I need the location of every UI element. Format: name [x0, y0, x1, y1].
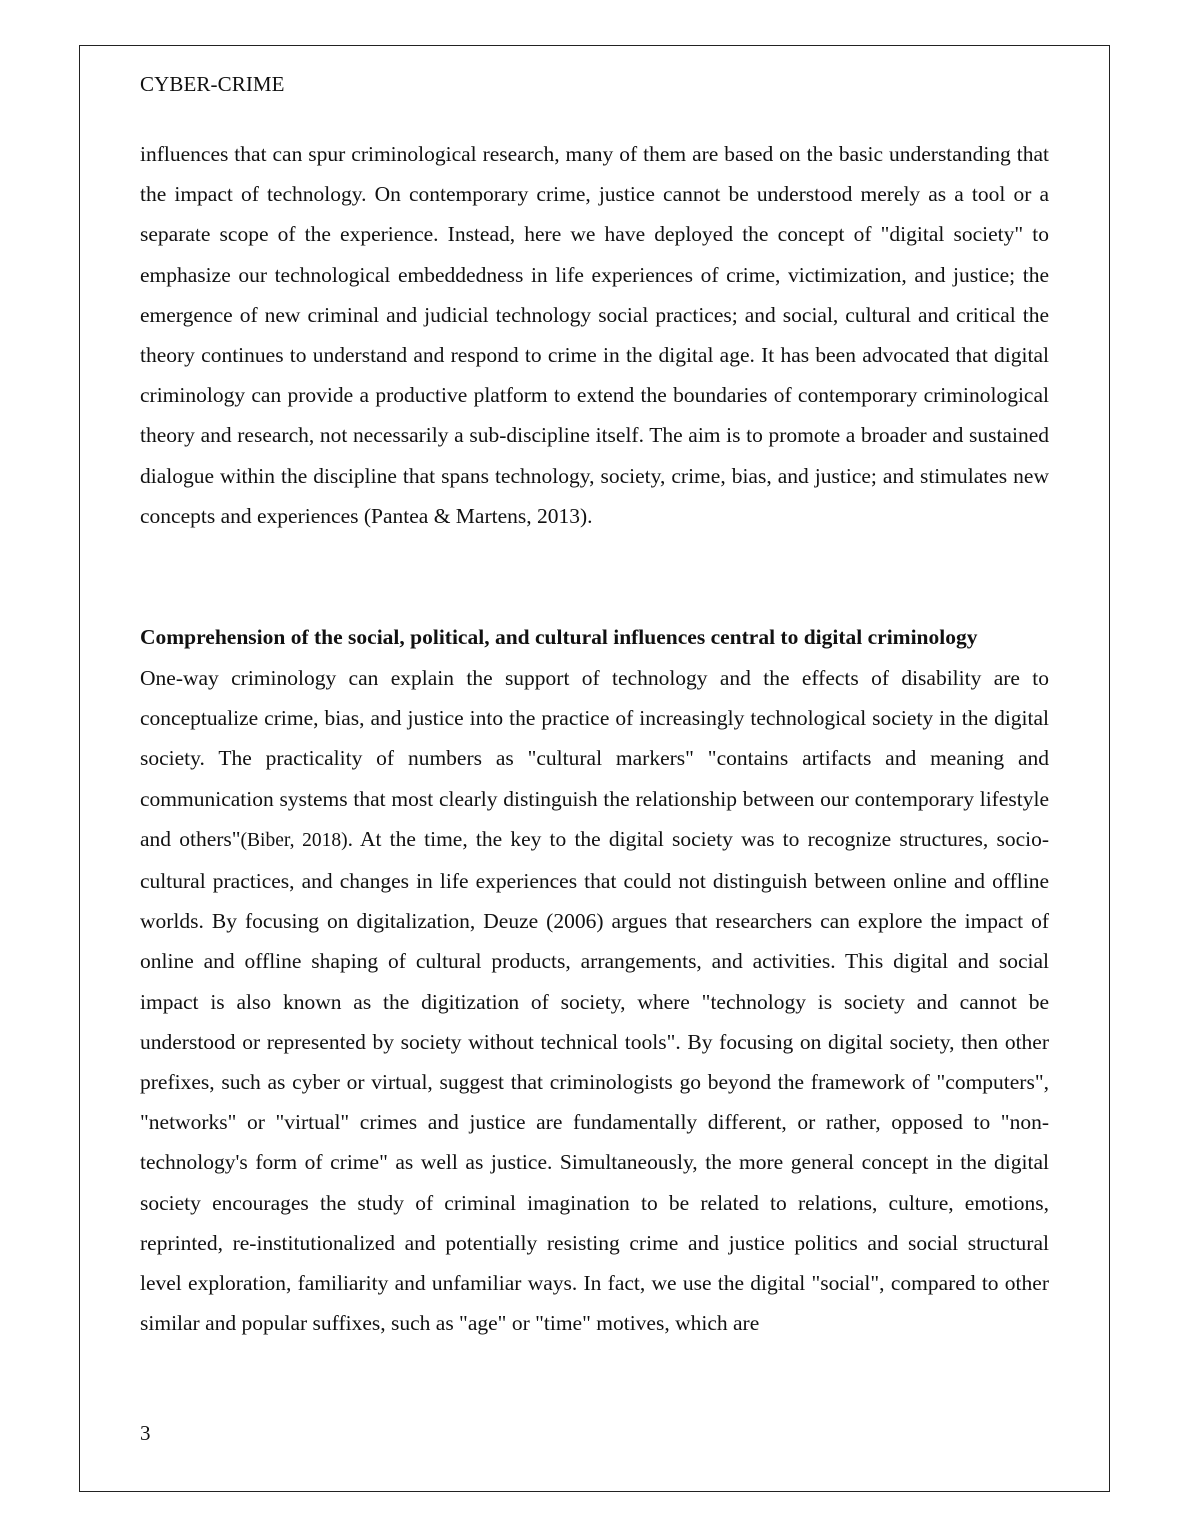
paragraph-2-text-end: . At the time, the key to the digital society was to recognize structures, socio-cultural practices, and changes in life experiences that could not distinguish between online and offline worlds. By focusing on digitalization, Deuze (2006) argues that researchers can explore the impact of online and offline shaping of cultural products, arrangements, and activities. This digital and social impact is also known as the digitization of society, where "technology is society and cannot be understood or represented by society without technical tools". By focusing on digital society, then other prefixes, such as cyber or virtual, suggest that criminologists go beyond the framework of "computers", "networks" or "virtual" crimes and justice are fundamentally different, or rather, opposed to "non-technology's form of crime" as well as justice. Simultaneously, the more general concept in the digital society encourages the study of criminal imagination to be related to relations, culture, emotions, reprinted, re-institutionalized and potentially resisting crime and justice politics and social structural level exploration, familiarity and unfamiliar ways. In fact, we use the digital "social", compared to other similar and popular suffixes, such as "age" or "time" motives, which are: [140, 826, 1049, 1336]
citation-biber: (Biber, 2018): [240, 829, 348, 851]
page-number: 3: [140, 1421, 151, 1445]
running-header: CYBER-CRIME: [140, 72, 285, 96]
body-paragraph-1: influences that can spur criminological research, many of them are based on the basic understanding that the impact of technology. On contemporary crime, justice cannot be understood merely as a tool or a separate scope of the experience. Instead, here we have deployed the concept of "digital society" to emphasize our technological embeddedness in life experiences of crime, victimization, and justice; the emergence of new criminal and judicial technology social practices; and social, cultural and critical the theory continues to understand and respond to crime in the digital age. It has been advocated that digital criminology can provide a productive platform to extend the boundaries of contemporary criminological theory and research, not necessarily a sub-discipline itself. The aim is to promote a broader and sustained dialogue within the discipline that spans technology, society, crime, bias, and justice; and stimulates new concepts and experiences (Pantea & Martens, 2013).: [140, 142, 1049, 528]
section-heading: Comprehension of the social, political, and cultural influences central to digital criminology: [140, 625, 978, 649]
paragraph-2-text-start: One-way criminology can explain the support of technology and the effects of disability are to conceptualize crime, bias, and justice into the practice of increasingly technological society in the digital society. The practicality of numbers as "cultural markers" "contains artifacts and meaning and communication systems that most clearly distinguish the relationship between our contemporary lifestyle and others": [140, 666, 1049, 851]
body-paragraph-2: [140, 658, 1049, 1343]
